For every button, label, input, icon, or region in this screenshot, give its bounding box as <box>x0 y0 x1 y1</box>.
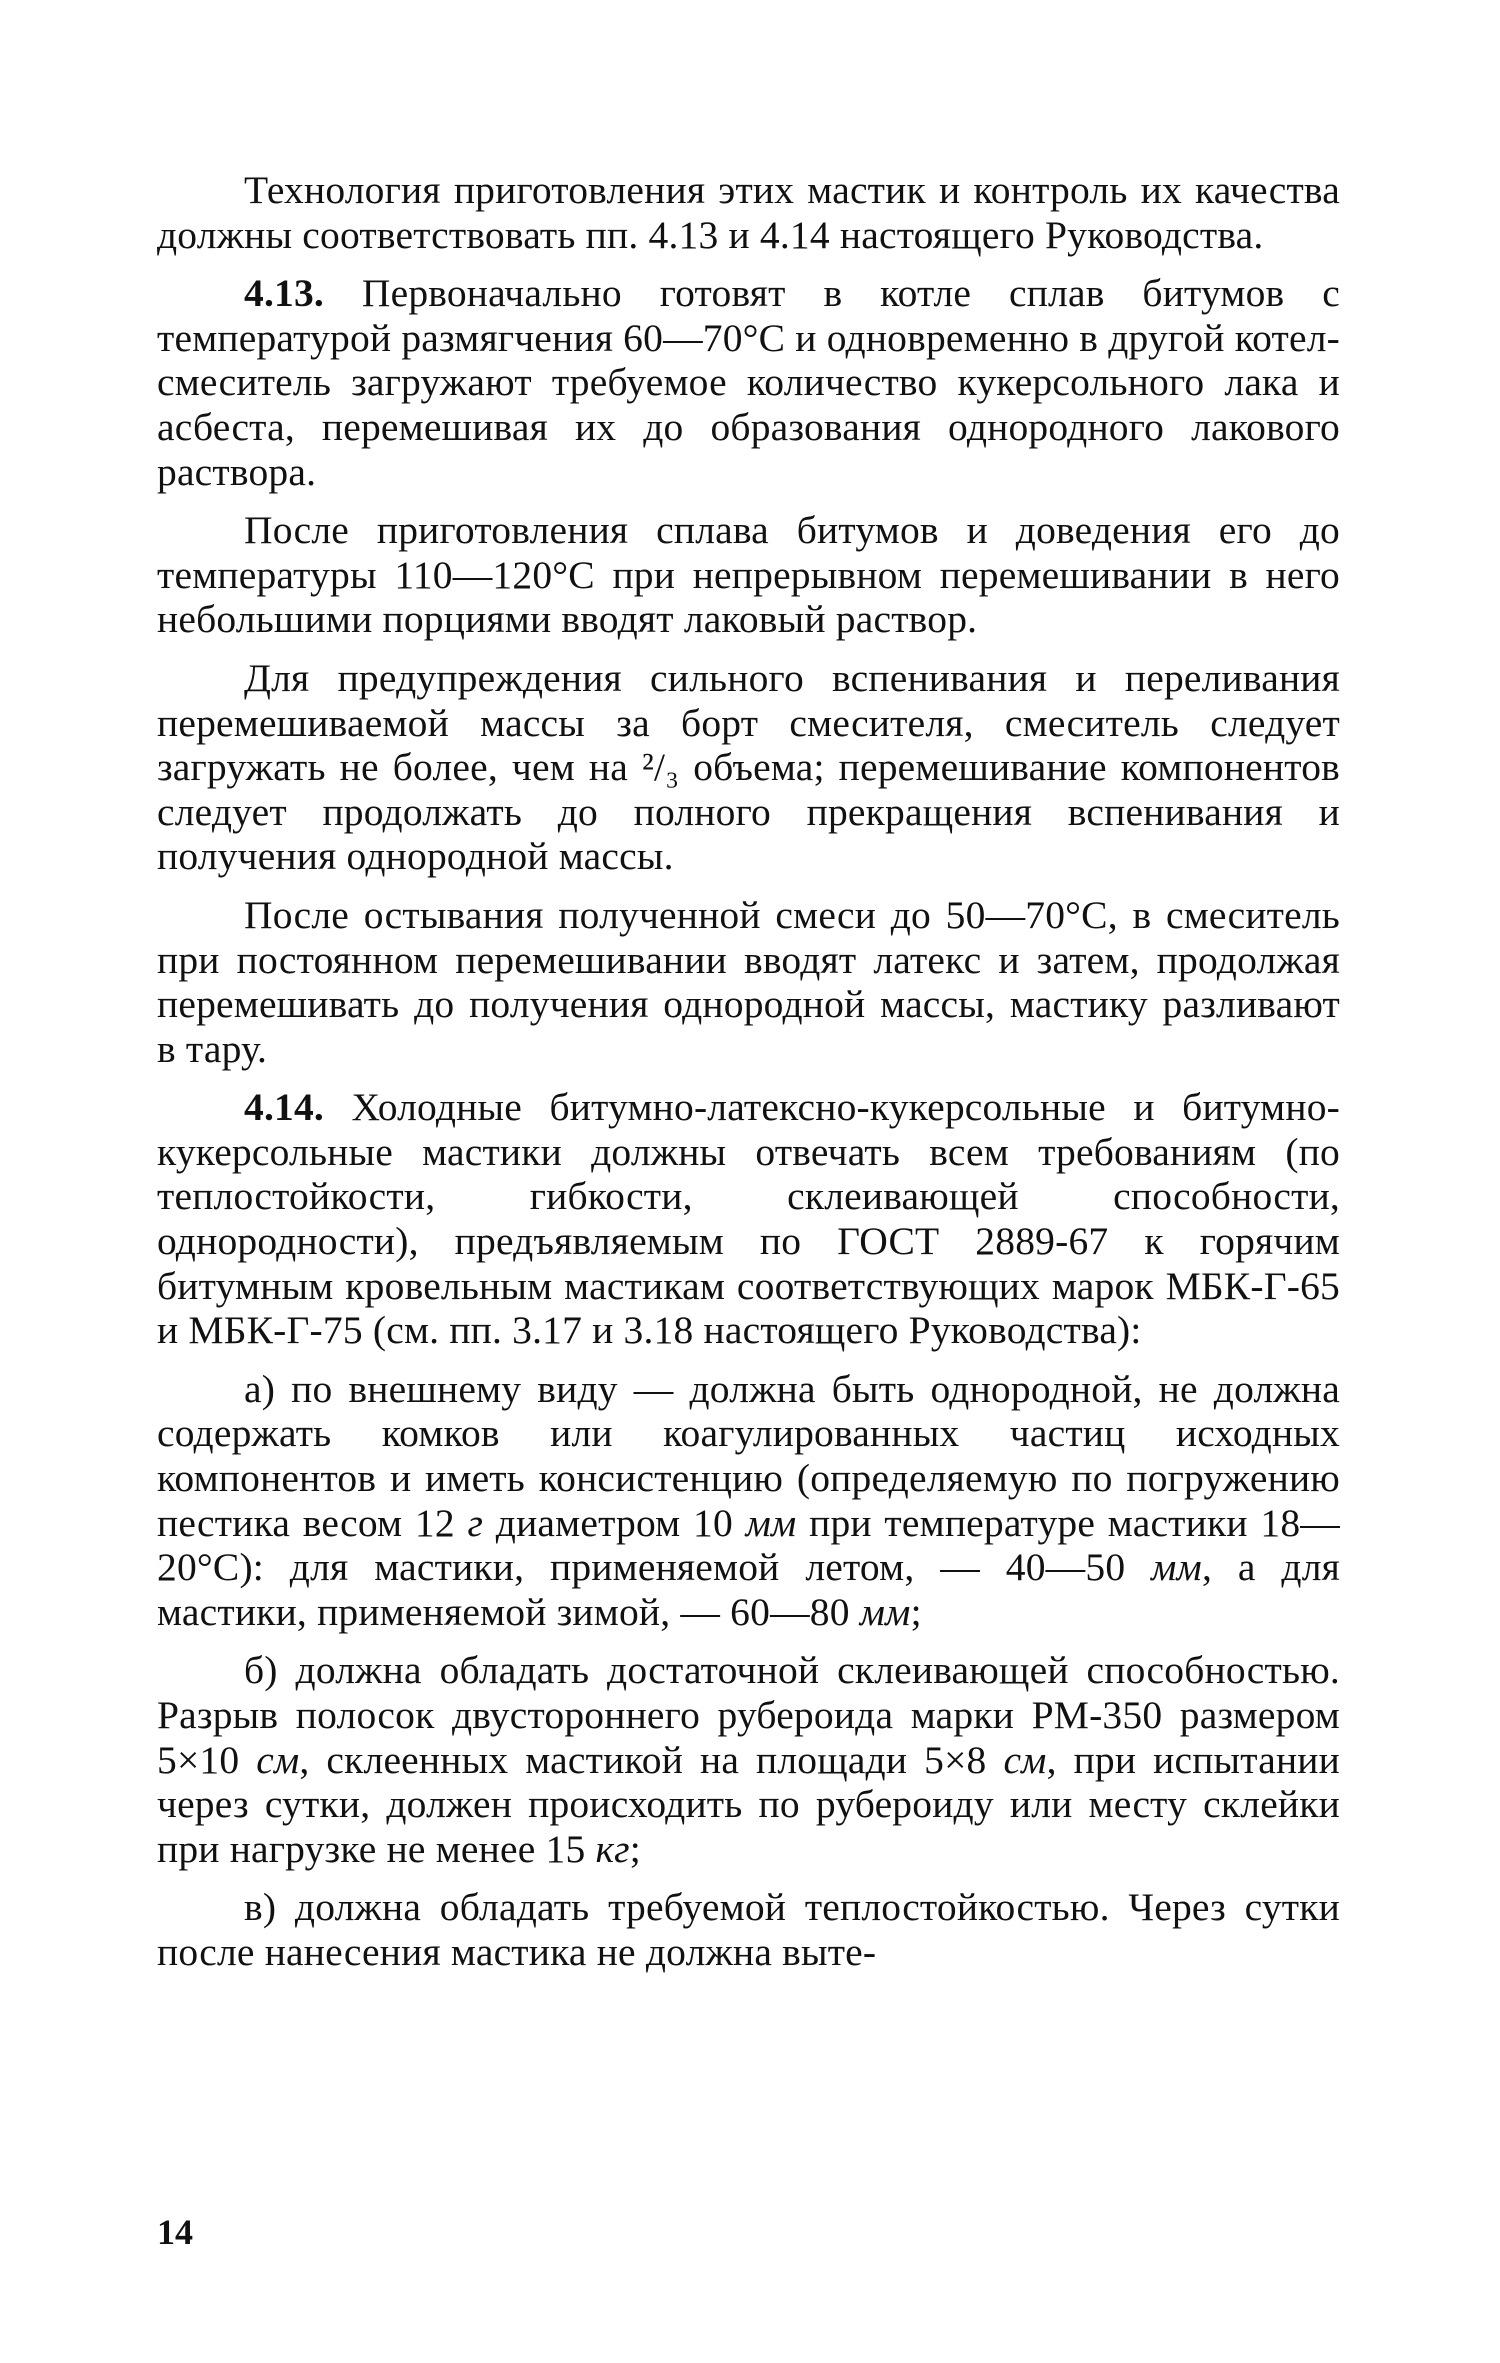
paragraph-text: Холодные битумно-латексно-кукерсольные и битумно-кукерсольные мастики должны отвечать всем требованиям (по теплостойкости, гибкости, склеивающей способности, однородности), предъявляемым по ГОСТ 2889-67 к горячим битумным кровельным мастикам соответствующих марок МБК-Г-65 и МБК-Г-75 (см. пп. 3.17 и 3.18 настоящего Руководства): <box>157 1085 1340 1353</box>
paragraph-text: б) должна обладать достаточной склеивающей способностью. Разрыв полосок двустороннего рубероида марки РМ-350 размером 5×10 <box>157 1648 1340 1782</box>
paragraph-text: ; <box>910 1589 922 1634</box>
section-number: 4.14. <box>244 1085 324 1130</box>
paragraph-text: , склеенных мастикой на площади 5×8 <box>299 1737 1004 1782</box>
paragraph-bitumen-heating <box>157 508 1340 642</box>
unit-gram: г <box>467 1500 484 1545</box>
paragraph-latex-adding <box>157 893 1340 1071</box>
paragraph-text: в) должна обладать требуемой теплостойкостью. Через сутки после нанесения мастика не должна выте- <box>157 1885 1340 1974</box>
paragraph-text: Для предупреждения сильного вспенивания и переливания перемешиваемой массы за борт смесителя, смеситель следует загружать не более, чем на <box>157 655 1340 790</box>
section-number: 4.13. <box>244 271 324 316</box>
item-a-appearance <box>157 1367 1340 1635</box>
paragraph-text: Первоначально готовят в котле сплав битумов с температурой размягчения 60—70°С и одновременно в другой котел-смеситель загружают требуемое количество кукерсольного лака и асбеста, перемешивая их до образования однородного лакового раствора. <box>157 271 1340 494</box>
unit-cm: см <box>1003 1737 1047 1782</box>
paragraph-text: диаметром 10 <box>483 1500 746 1545</box>
paragraph-technology-control <box>157 168 1340 257</box>
paragraph-text: , а для мастики, применяемой зимой, — 60—80 <box>157 1545 1340 1634</box>
item-b-adhesion <box>157 1648 1340 1871</box>
section-4-13 <box>157 271 1340 494</box>
paragraph-text: при температуре мастики 18—20°С): для мастики, применяемой летом, — 40—50 <box>157 1500 1340 1590</box>
paragraph-text: , при испытании через сутки, должен происходить по рубероиду или месту склейки при нагрузке не менее 15 <box>157 1737 1340 1871</box>
paragraph-text: ; <box>629 1826 641 1871</box>
unit-mm: мм <box>1151 1545 1202 1590</box>
paragraph-text: объема; перемешивание компонентов следует продолжать до полного прекращения вспенивания и получения однородной массы. <box>157 745 1340 879</box>
paragraph-text: После приготовления сплава битумов и доведения его до температуры 110—120°С при непрерывном перемешивании в него небольшими порциями вводят лаковый раствор. <box>157 508 1340 642</box>
page-number: 14 <box>157 2212 193 2252</box>
section-4-14 <box>157 1085 1340 1353</box>
unit-cm: см <box>256 1737 300 1782</box>
item-v-heat-resistance <box>157 1885 1340 1974</box>
fraction-two-thirds: ²/₃ <box>642 745 680 790</box>
paragraph-text: После остывания полученной смеси до 50—70°С, в смеситель при постоянном перемешивании вводят латекс и затем, продолжая перемешивать до получения однородной массы, мастику разливают в тару. <box>157 892 1340 1071</box>
paragraph-text: а) по внешнему виду — должна быть однородной, не должна содержать комков или коагулированных частиц исходных компонентов и иметь консистенцию (определяемую по погружению пестика весом 12 <box>157 1366 1340 1545</box>
unit-mm: мм <box>745 1500 797 1545</box>
unit-mm: мм <box>859 1589 911 1634</box>
paragraph-text: Технология приготовления этих мастик и контроль их качества должны соответствовать пп. 4.13 и 4.14 настоящего Руководства. <box>157 168 1340 257</box>
unit-kg: кг <box>595 1826 630 1871</box>
page-body <box>157 168 1340 1989</box>
paragraph-foaming-prevention <box>157 656 1340 879</box>
